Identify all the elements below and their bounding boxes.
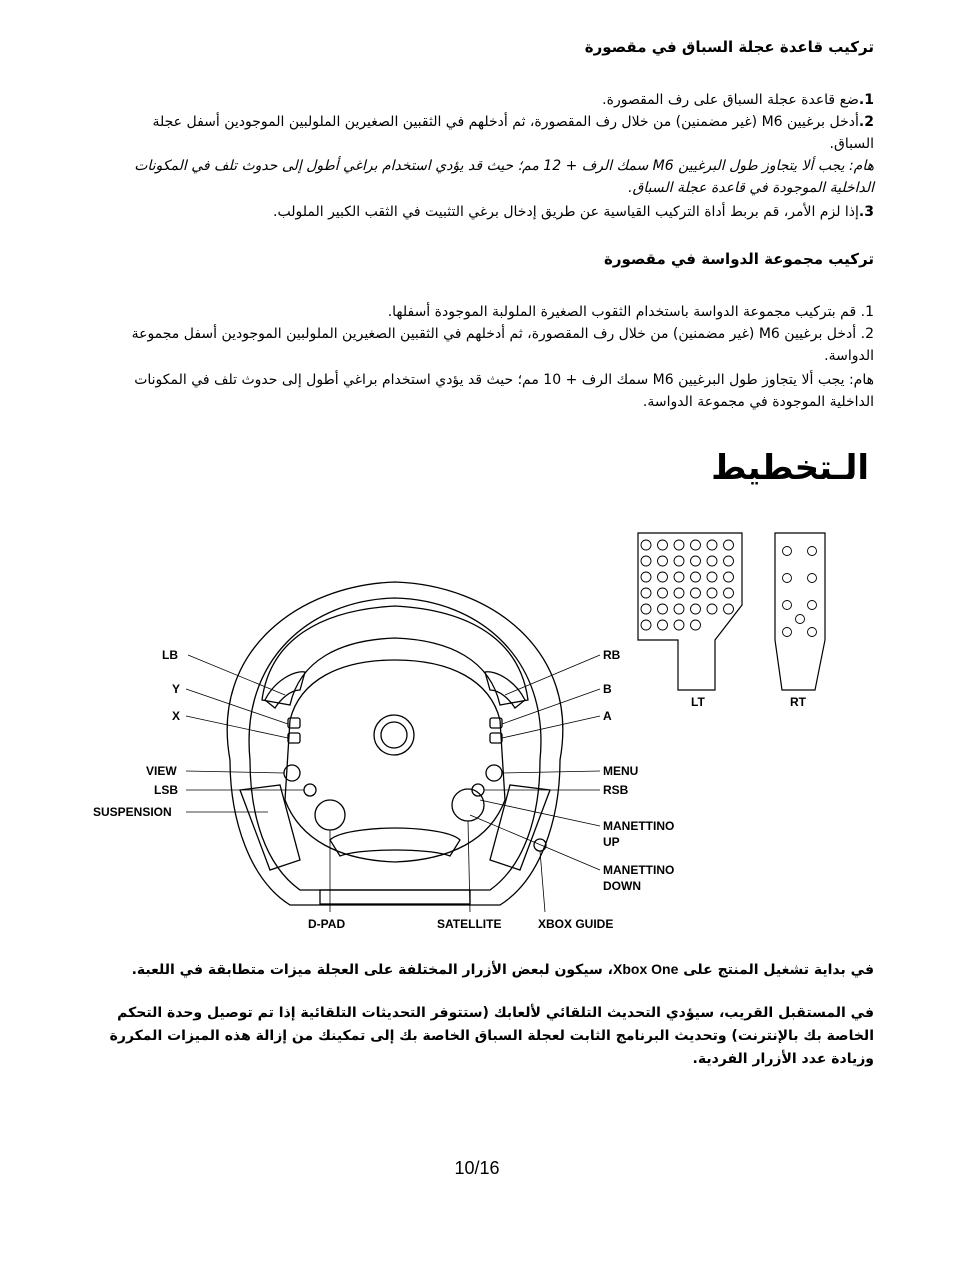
button-menu [486,765,502,781]
label-manettino-down-2: DOWN [603,879,641,893]
pedal-grip-dot [641,572,651,582]
pedal-grip-dot [658,572,668,582]
wheel-rim-inner [249,598,541,890]
pedal-grip-dot [641,540,651,550]
pedal-grip-dot [724,572,734,582]
pedal-grip-dot [658,604,668,614]
section1-item-1 [104,90,874,112]
label-y: Y [172,682,181,696]
pedal-grip-dot [691,604,701,614]
label-xbox-guide: XBOX GUIDE [538,917,614,931]
pedal-grip-dot [641,604,651,614]
pedal-grip-dot [674,588,684,598]
pedal-grip-dot [641,556,651,566]
wheel-rim-outer [227,582,563,905]
pedal-grip-dot [724,556,734,566]
wheel-hub [285,660,505,862]
pedal-grip-dot [658,556,668,566]
pedal-grip-dot [691,588,701,598]
button-lsb [304,784,316,796]
pedal-grip-dot [724,588,734,598]
label-dpad: D-PAD [308,917,346,931]
notice-paragraph-1 [84,958,874,982]
section1-item-2 [104,112,874,155]
section2-item-2: 2. أدخل برغيين M6 (غير مضمنين) من خلال رف المقصورة، ثم أدخلهم في الثقبين الصغيرين الملولبين الموجودين أسفل مجموعة الدواسة. [131,326,874,364]
pedal-grip-dot [674,620,684,630]
section2-heading: تركيب مجموعة الدواسة في مقصورة [604,250,874,268]
section1-item-3 [104,202,874,224]
wheel-center-logo [374,715,414,755]
label-rt: RT [790,695,806,709]
notice-paragraph-2: في المستقبل القريب، سيؤدي التحديث التلقائي لألعابك (ستتوفر التحديثات التلقائية إذا تم توصيل وحدة التحكم الخاصة بك بالإنترنت) وتحديث البرنامج الثابت لعجلة السباق الخاصة بك إلى تمكينك من إزالة هذه الميزات المكررة وزيادة عدد الأزرار الفردية. [109,1005,874,1067]
label-rb: RB [603,648,621,662]
pedal-grip-dot [707,588,717,598]
label-satellite: SATELLITE [437,917,502,931]
steering-wheel-diagram [80,520,880,940]
label-x: X [172,709,181,723]
button-a [490,733,502,743]
pedal-grip-dot [724,540,734,550]
label-manettino-down-1: MANETTINO [603,863,675,877]
pedal-rt [775,533,825,690]
section2-note: هام: يجب ألا يتجاوز طول البرغيين M6 سمك الرف + 10 مم؛ حيث قد يؤدي استخدام براغي أطول إلى حدوث تلف في المكونات الداخلية الموجودة في مجموعة الدواسة. [134,372,874,410]
section2-item-1: 1. قم بتركيب مجموعة الدواسة باستخدام الثقوب الصغيرة الملولبة الموجودة أسفلها. [387,304,874,320]
label-lt: LT [691,695,705,709]
pedal-grip-dot [691,620,701,630]
left-paddle [265,672,305,708]
item-number: 3. [858,204,874,220]
pedal-grip-dot [641,588,651,598]
section1-heading: تركيب قاعدة عجلة السباق في مقصورة [584,38,874,56]
pedal-grip-dot [674,572,684,582]
label-suspension: SUSPENSION [93,805,172,819]
pedal-grip-dot [724,604,734,614]
label-view: VIEW [146,764,177,778]
item-text: إذا لزم الأمر، قم بربط أداة التركيب القياسية عن طريق إدخال برغي التثبيت في الثقب الكبير الملولب. [273,204,859,220]
label-menu: MENU [603,764,639,778]
diagram-title: الـتخطيط [711,448,869,488]
item-number: 2. [858,114,874,130]
label-manettino-up-2: UP [603,835,620,849]
pedal-grip-dot [674,604,684,614]
notice-text-post: ، سيكون لبعض الأزرار المختلفة على العجلة ميزات متطابقة في اللعبة. [131,962,614,978]
label-manettino-up-1: MANETTINO [603,819,675,833]
dpad [315,800,345,830]
pedal-grip-dot [641,620,651,630]
section1-note: هام: يجب ألا يتجاوز طول البرغيين M6 سمك الرف + 12 مم؛ حيث قد يؤدي استخدام براغي أطول إلى حدوث تلف في المكونات الداخلية الموجودة في قاعدة عجلة السباق. [134,158,874,196]
label-lb: LB [162,648,178,662]
right-paddle [485,672,525,708]
item-text: أدخل برغيين M6 (غير مضمنين) من خلال رف المقصورة، ثم أدخلهم في الثقبين الصغيرين الملولبين الموجودين أسفل عجلة السباق. [152,114,874,152]
pedal-grip-dot [707,556,717,566]
button-x [288,733,300,743]
pedal-grip-dot [691,572,701,582]
page-number: 10/16 [454,1158,500,1178]
pedal-grip-dot [691,556,701,566]
item-number: 1. [858,92,874,108]
brand-name: Xbox One [613,961,679,977]
pedal-grip-dot [674,540,684,550]
pedal-grip-dot [707,572,717,582]
notice-text-pre: في بداية تشغيل المنتج على [678,962,874,978]
pedal-grip-dot [707,604,717,614]
label-lsb: LSB [154,783,178,797]
manettino-dial [452,789,484,821]
item-text: ضع قاعدة عجلة السباق على رف المقصورة. [602,92,859,108]
pedal-grip-dot [658,620,668,630]
pedal-grip-dot [674,556,684,566]
pedal-grip-dot [658,588,668,598]
pedal-grip-dot [691,540,701,550]
label-rsb: RSB [603,783,629,797]
pedal-grip-dot [658,540,668,550]
label-b: B [603,682,612,696]
label-a: A [603,709,612,723]
pedal-grip-dot [707,540,717,550]
